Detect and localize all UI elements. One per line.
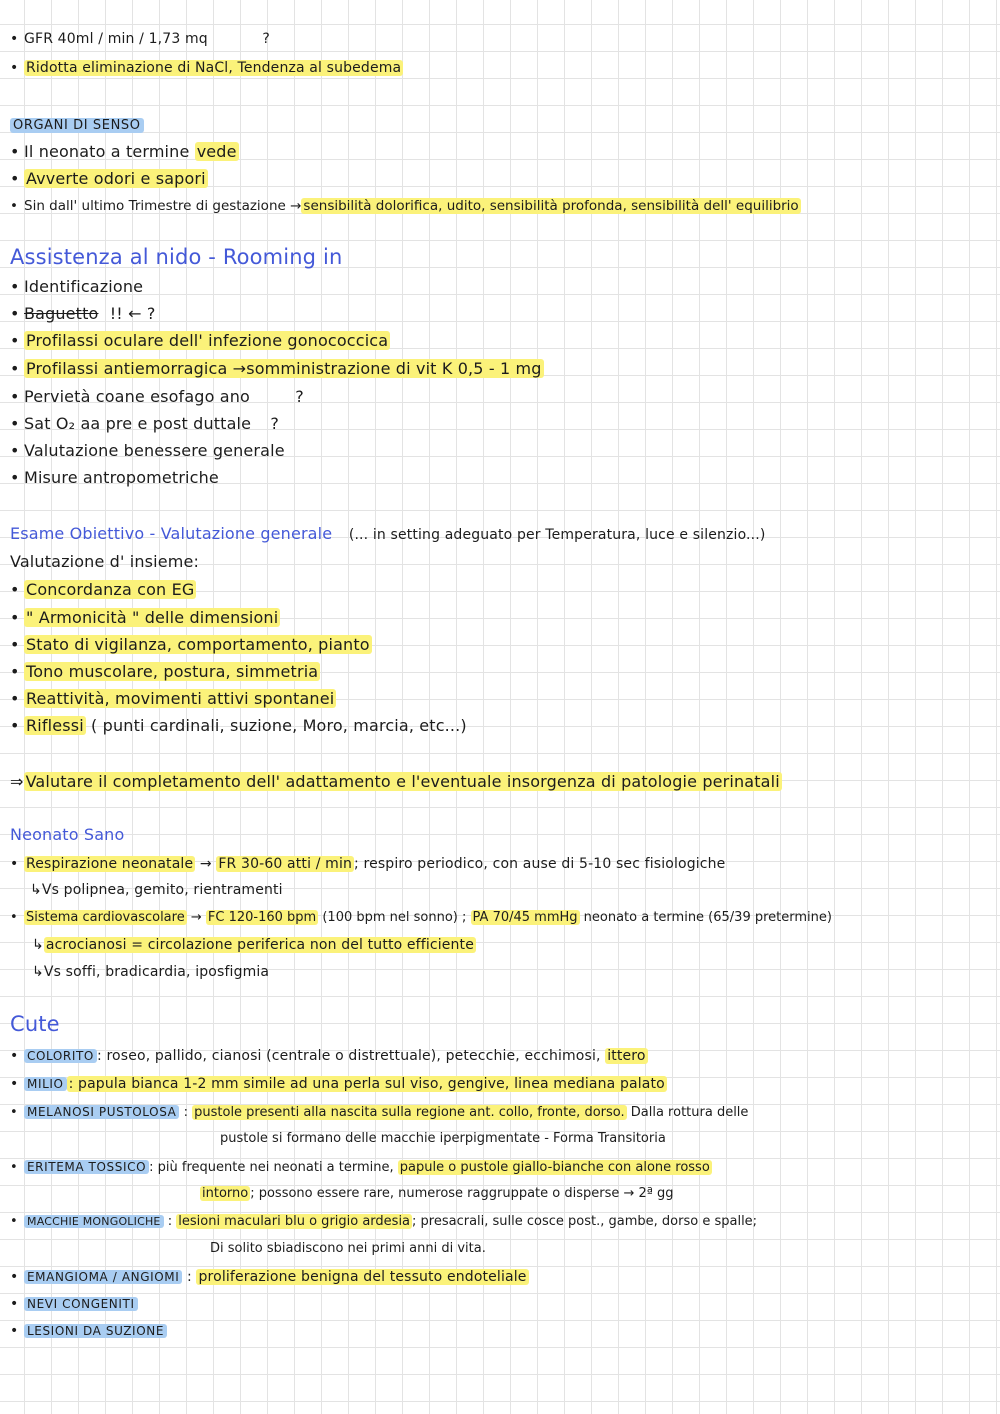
corner-arrow-icon: ↳ — [32, 937, 44, 953]
esame-item-vigilanza: • Stato di vigilanza, comportamento, pianto — [10, 635, 370, 654]
double-arrow-icon: ⇒ — [10, 772, 24, 791]
neonato-cardiovascolare: • Sistema cardiovascolare → FC 120-160 bpm (100 bpm nel sonno) ; PA 70/45 mmHg neonato a termine (65/39 pretermine) — [10, 910, 832, 925]
cute-emangioma: • EMANGIOMA / ANGIOMI : proliferazione benigna del tessuto endoteliale — [10, 1269, 527, 1285]
assistenza-item-sat: • Sat O₂ aa pre e post duttale ? — [10, 414, 280, 433]
neonato-respirazione: • Respirazione neonatale → FR 30-60 atti / min ; respiro periodico, con ause di 5-10 sec fisiologiche — [10, 856, 726, 872]
esame-conclusion: ⇒Valutare il completamento dell' adattamento e l'eventuale insorgenza di patologie perinatali — [10, 772, 780, 791]
cute-nevi: • NEVI CONGENITI — [10, 1295, 996, 1313]
corner-arrow-icon: ↳ — [30, 882, 42, 898]
esame-item-armonicita: • " Armonicità " delle dimensioni — [10, 608, 279, 627]
neonato-cardiovascolare-sub2: ↳Vs soffi, bradicardia, iposfigmia — [32, 964, 270, 980]
senso-item-odori: • Avverte odori e sapori — [10, 169, 206, 188]
arrow-icon: → — [232, 359, 247, 378]
esame-sub: Valutazione d' insieme: — [10, 552, 199, 571]
senso-item-trimestre: • Sin dall' ultimo Trimestre di gestazione →sensibilità dolorifica, udito, sensibilità profonda, sensibilità dell' equilibrio — [10, 198, 799, 214]
cute-melanosi-cont: pustole si formano delle macchie iperpigmentate - Forma Transitoria — [220, 1131, 666, 1146]
arrow-icon: → — [190, 910, 202, 925]
arrow-icon: → — [199, 856, 212, 872]
neonato-respirazione-sub: ↳Vs polipnea, gemito, rientramenti — [30, 882, 283, 898]
cute-eritema-cont: intorno ; possono essere rare, numerose raggruppate o disperse → 2ª gg — [202, 1186, 674, 1201]
neonato-heading: Neonato Sano — [10, 825, 125, 844]
renal-item-gfr: • GFR 40ml / min / 1,73 mq ? — [10, 31, 271, 47]
cute-macchie-cont: Di solito sbiadiscono nei primi anni di vita. — [210, 1241, 486, 1256]
cute-eritema: • ERITEMA TOSSICO : più frequente nei neonati a termine, papule o pustole giallo-bianche con alone rosso — [10, 1160, 710, 1175]
assistenza-heading: Assistenza al nido - Rooming in — [10, 245, 343, 269]
senso-item-vede: • Il neonato a termine vede — [10, 142, 237, 161]
senso-heading: ORGANI DI SENSO — [10, 116, 996, 135]
question-mark: ? — [262, 31, 271, 47]
assistenza-item-profilassi-antiemorragica: • Profilassi antiemorragica →somministrazione di vit K 0,5 - 1 mg — [10, 359, 542, 378]
cute-melanosi: • MELANOSI PUSTOLOSA : pustole presenti alla nascita sulla regione ant. collo, fronte, dorso. Dalla rottura delle — [10, 1105, 749, 1120]
corner-arrow-icon: ↳ — [32, 964, 44, 980]
assistenza-item-pervieta: • Pervietà coane esofago ano ? — [10, 387, 304, 406]
cute-lesioni: • LESIONI DA SUZIONE — [10, 1322, 996, 1340]
assistenza-item-baguetto: • Baguetto !! ← ? — [10, 304, 156, 323]
assistenza-item-identificazione: • Identificazione — [10, 277, 144, 296]
assistenza-item-misure: • Misure antropometriche — [10, 468, 219, 487]
arrow-icon: → — [290, 198, 302, 214]
esame-item-riflessi: • Riflessi ( punti cardinali, suzione, Moro, marcia, etc...) — [10, 716, 467, 735]
esame-heading: Esame Obiettivo - Valutazione generale (... in setting adeguato per Temperatura, luce e silenzio...) — [10, 524, 766, 543]
cute-milio: • MILIO : papula bianca 1-2 mm simile ad una perla sul viso, gengive, linea mediana palato — [10, 1076, 665, 1092]
cute-heading: Cute — [10, 1012, 60, 1036]
cute-colorito: • COLORITO : roseo, pallido, cianosi (centrale o distrettuale), petecchie, ecchimosi, ittero — [10, 1048, 646, 1064]
esame-item-tono: • Tono muscolare, postura, simmetria — [10, 662, 319, 681]
cute-macchie: • MACCHIE MONGOLICHE : lesioni maculari blu o grigio ardesia ; presacrali, sulle cosce post., gambe, dorso e spalle; — [10, 1214, 758, 1229]
renal-item-nacl: • Ridotta eliminazione di NaCl, Tendenza al subedema — [10, 60, 402, 76]
esame-item-concordanza: • Concordanza con EG — [10, 580, 195, 599]
assistenza-item-benessere: • Valutazione benessere generale — [10, 441, 285, 460]
esame-item-reattivita: • Reattività, movimenti attivi spontanei — [10, 689, 335, 708]
neonato-cardiovascolare-sub1: ↳acrocianosi = circolazione periferica non del tutto efficiente — [32, 937, 474, 953]
assistenza-item-profilassi-oculare: • Profilassi oculare dell' infezione gonococcica — [10, 331, 389, 350]
